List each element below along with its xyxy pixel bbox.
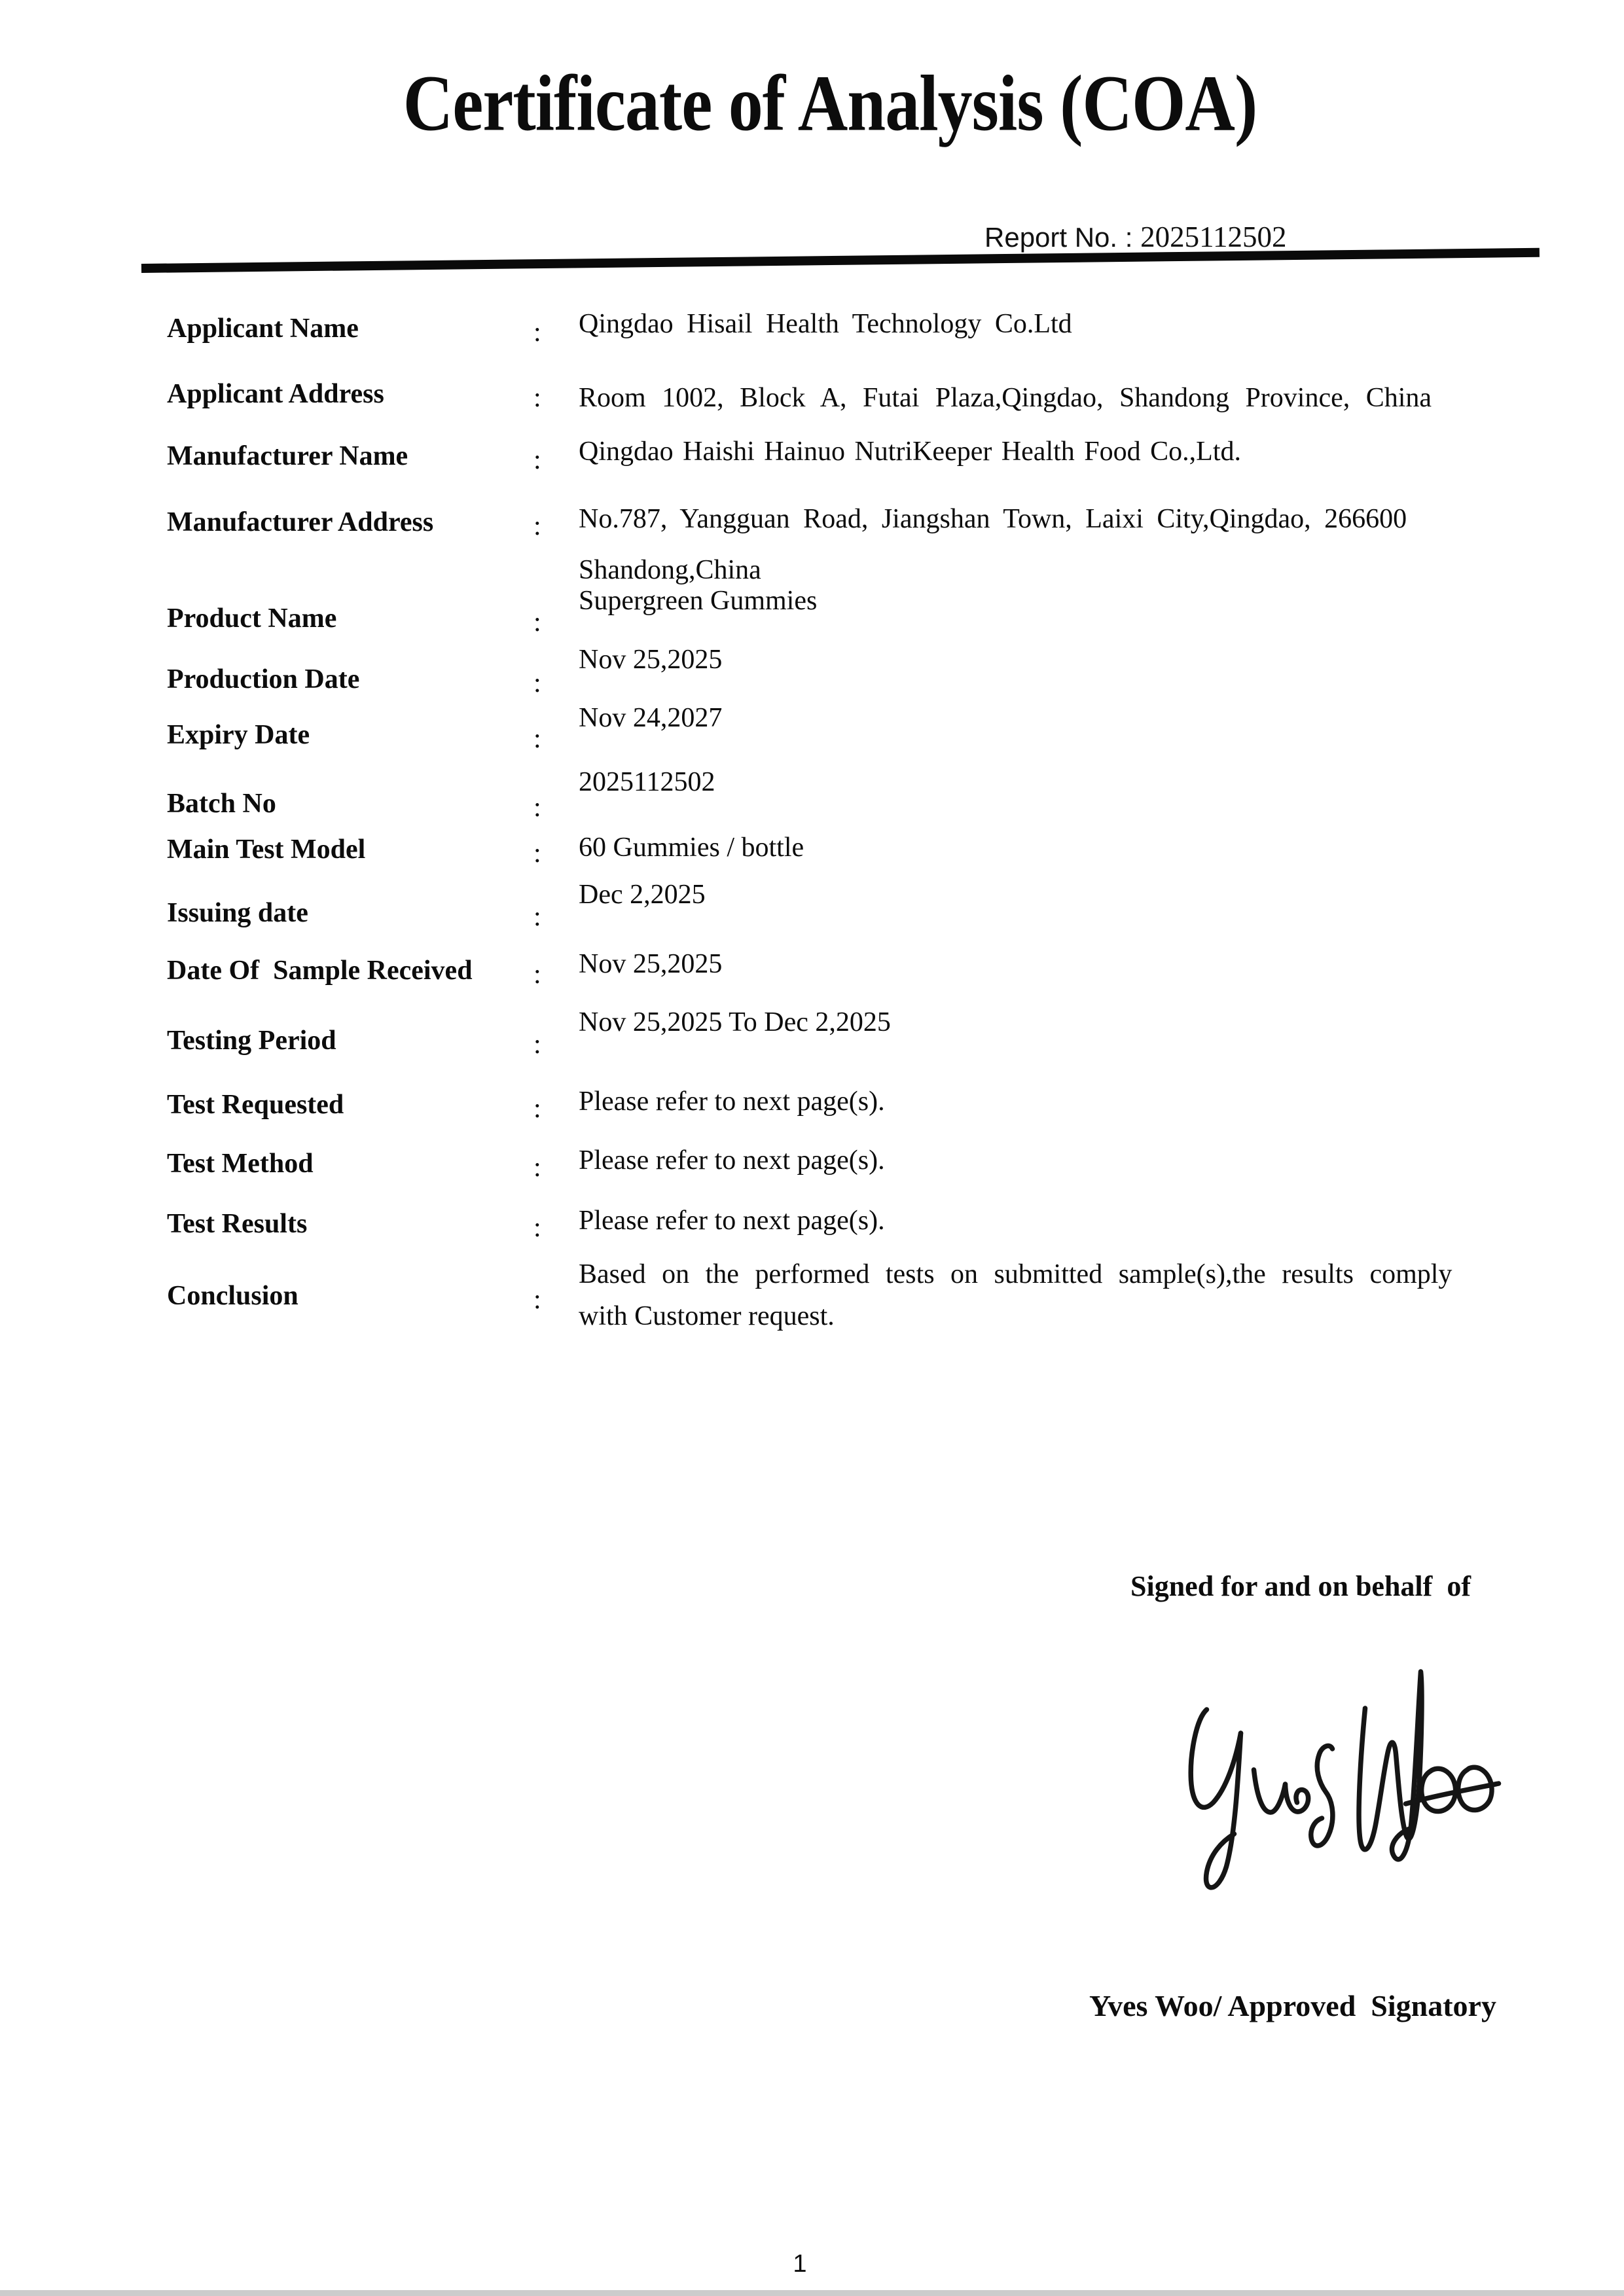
field-label: Issuing date	[167, 898, 308, 928]
field-colon: :	[533, 1153, 541, 1183]
field-value: Supergreen Gummies	[579, 586, 818, 616]
field-colon: :	[533, 793, 541, 823]
field-label: Manufacturer Address	[167, 507, 434, 537]
field-label: Applicant Address	[167, 379, 384, 409]
field-value: Please refer to next page(s).	[579, 1086, 885, 1117]
report-no-value: 2025112502	[1140, 221, 1287, 253]
field-value-line2: with Customer request.	[579, 1301, 835, 1331]
report-no-label: Report No. :	[984, 222, 1141, 253]
field-colon: :	[533, 1030, 541, 1060]
field-value: Nov 25,2025	[579, 949, 723, 979]
field-colon: :	[533, 960, 541, 990]
field-colon: :	[533, 511, 541, 541]
field-value: 2025112502	[579, 767, 715, 797]
page-number: 1	[793, 2250, 807, 2278]
field-colon: :	[533, 445, 541, 475]
field-value: Nov 24,2027	[579, 703, 723, 733]
field-colon: :	[533, 668, 541, 698]
field-label: Expiry Date	[167, 720, 310, 750]
field-label: Main Test Model	[167, 834, 366, 865]
page-title: Certificate of Analysis (COA)	[403, 59, 1257, 147]
field-colon: :	[533, 1213, 541, 1243]
field-value: Room 1002, Block A, Futai Plaza,Qingdao, Shandong Province, China	[579, 383, 1432, 413]
field-value	[579, 503, 1547, 586]
field-value: Dec 2,2025	[579, 880, 706, 910]
field-label: Production Date	[167, 664, 360, 694]
field-value: Qingdao Haishi Hainuo NutriKeeper Health Food Co.,Ltd.	[579, 437, 1241, 467]
scan-edge-artifact	[0, 2290, 1624, 2296]
field-value: Qingdao Hisail Health Technology Co.Ltd	[579, 309, 1072, 339]
field-value: Nov 25,2025 To Dec 2,2025	[579, 1007, 891, 1037]
field-colon: :	[533, 1094, 541, 1124]
signature-yves-woo	[1183, 1664, 1503, 1901]
field-label: Product Name	[167, 603, 337, 634]
field-label: Test Requested	[167, 1090, 344, 1120]
field-colon: :	[533, 724, 541, 754]
field-colon: :	[533, 317, 541, 348]
field-value	[579, 1258, 1547, 1333]
field-label: Applicant Name	[167, 314, 359, 344]
field-value: Please refer to next page(s).	[579, 1206, 885, 1236]
field-value-line1: No.787, Yangguan Road, Jiangshan Town, Laixi City,Qingdao, 266600	[579, 504, 1407, 534]
field-label: Test Method	[167, 1149, 314, 1179]
field-value: Nov 25,2025	[579, 645, 723, 675]
field-colon: :	[533, 838, 541, 869]
field-label: Manufacturer Name	[167, 441, 408, 471]
field-colon: :	[533, 607, 541, 637]
field-label: Test Results	[167, 1209, 308, 1239]
header-divider-rule	[141, 248, 1540, 273]
field-colon: :	[533, 902, 541, 932]
field-label: Conclusion	[167, 1281, 298, 1311]
field-value: Please refer to next page(s).	[579, 1145, 885, 1175]
field-label: Batch No	[167, 789, 276, 819]
field-value-line1: Based on the performed tests on submitted sample(s),the results comply	[579, 1259, 1453, 1289]
field-colon: :	[533, 1285, 541, 1315]
field-label: Testing Period	[167, 1026, 336, 1056]
field-value-line2: Shandong,China	[579, 555, 761, 585]
approved-signatory-label: Yves Woo/ Approved Signatory	[1089, 1989, 1496, 2022]
field-label: Date Of Sample Received	[167, 956, 473, 986]
signed-for-label: Signed for and on behalf of	[1130, 1570, 1471, 1602]
field-colon: :	[533, 383, 541, 413]
field-value: 60 Gummies / bottle	[579, 833, 804, 863]
